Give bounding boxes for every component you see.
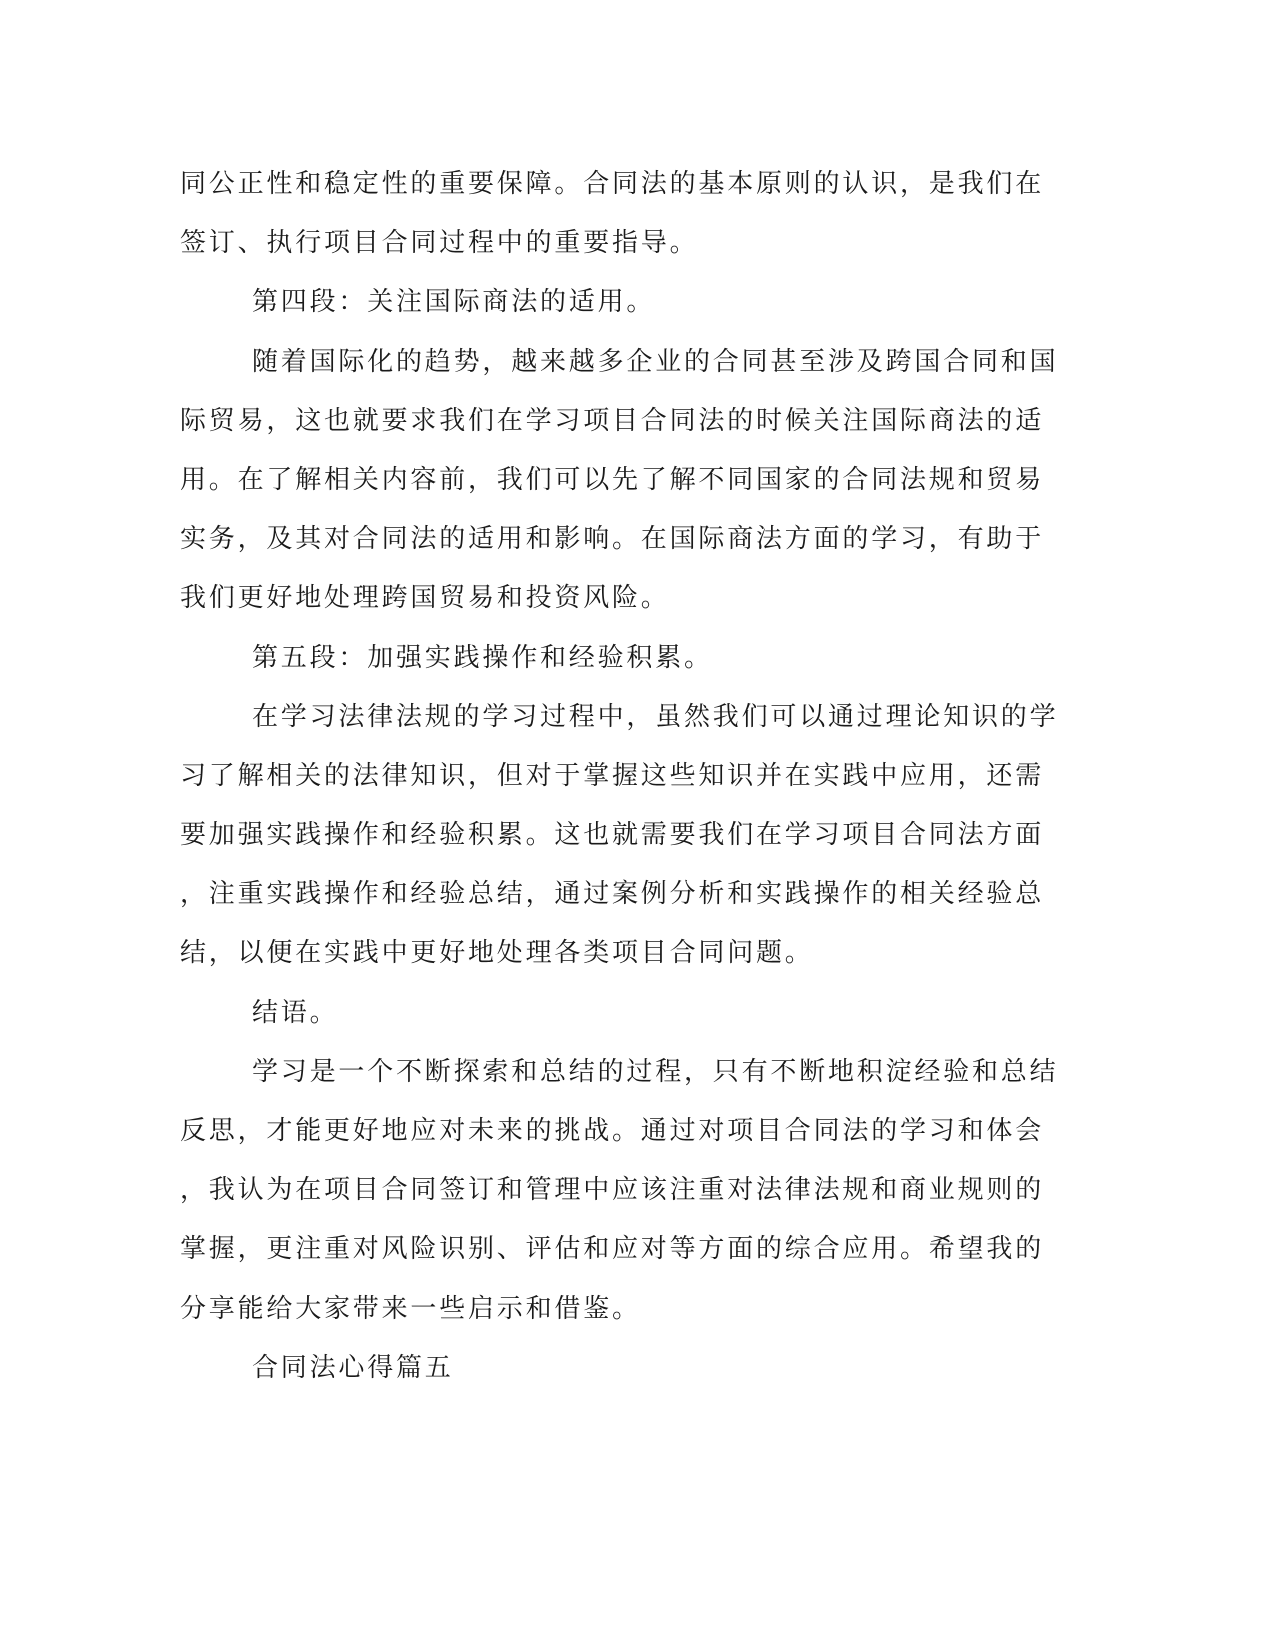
section-heading: 结语。: [252, 997, 339, 1028]
section-heading: 第四段：关注国际商法的适用。: [252, 287, 656, 318]
text-line: 实务，及其对合同法的适用和影响。在国际商法方面的学习，有助于: [180, 524, 1045, 555]
text-line: 习了解相关的法律知识，但对于掌握这些知识并在实践中应用，还需: [180, 760, 1045, 791]
document-body: [180, 155, 1059, 1398]
text-line: 我们更好地处理跨国贸易和投资风险。: [180, 583, 670, 614]
text-line: ，我认为在项目合同签订和管理中应该注重对法律法规和商业规则的: [180, 1175, 1045, 1206]
text-line: 学习是一个不断探索和总结的过程，只有不断地积淀经验和总结: [252, 1056, 1059, 1087]
text-line: 在学习法律法规的学习过程中，虽然我们可以通过理论知识的学: [252, 701, 1059, 732]
text-line: 签订、执行项目合同过程中的重要指导。: [180, 228, 699, 259]
text-line: 同公正性和稳定性的重要保障。合同法的基本原则的认识，是我们在: [180, 169, 1045, 199]
text-line: 要加强实践操作和经验积累。这也就需要我们在学习项目合同法方面: [180, 820, 1045, 851]
text-line: 反思，才能更好地应对未来的挑战。通过对项目合同法的学习和体会: [180, 1116, 1045, 1146]
text-line: 掌握，更注重对风险识别、评估和应对等方面的综合应用。希望我的: [180, 1234, 1045, 1265]
text-line: 分享能给大家带来一些启示和借鉴。: [180, 1293, 641, 1324]
text-line: ，注重实践操作和经验总结，通过案例分析和实践操作的相关经验总: [180, 879, 1045, 910]
text-line: 结，以便在实践中更好地处理各类项目合同问题。: [180, 938, 814, 969]
section-heading: 第五段：加强实践操作和经验积累。: [252, 642, 713, 673]
section-heading: 合同法心得篇五: [252, 1352, 454, 1383]
text-line: 际贸易，这也就要求我们在学习项目合同法的时候关注国际商法的适: [180, 405, 1045, 436]
text-line: 随着国际化的趋势，越来越多企业的合同甚至涉及跨国合同和国: [252, 346, 1059, 377]
text-line: 用。在了解相关内容前，我们可以先了解不同国家的合同法规和贸易: [180, 464, 1045, 495]
